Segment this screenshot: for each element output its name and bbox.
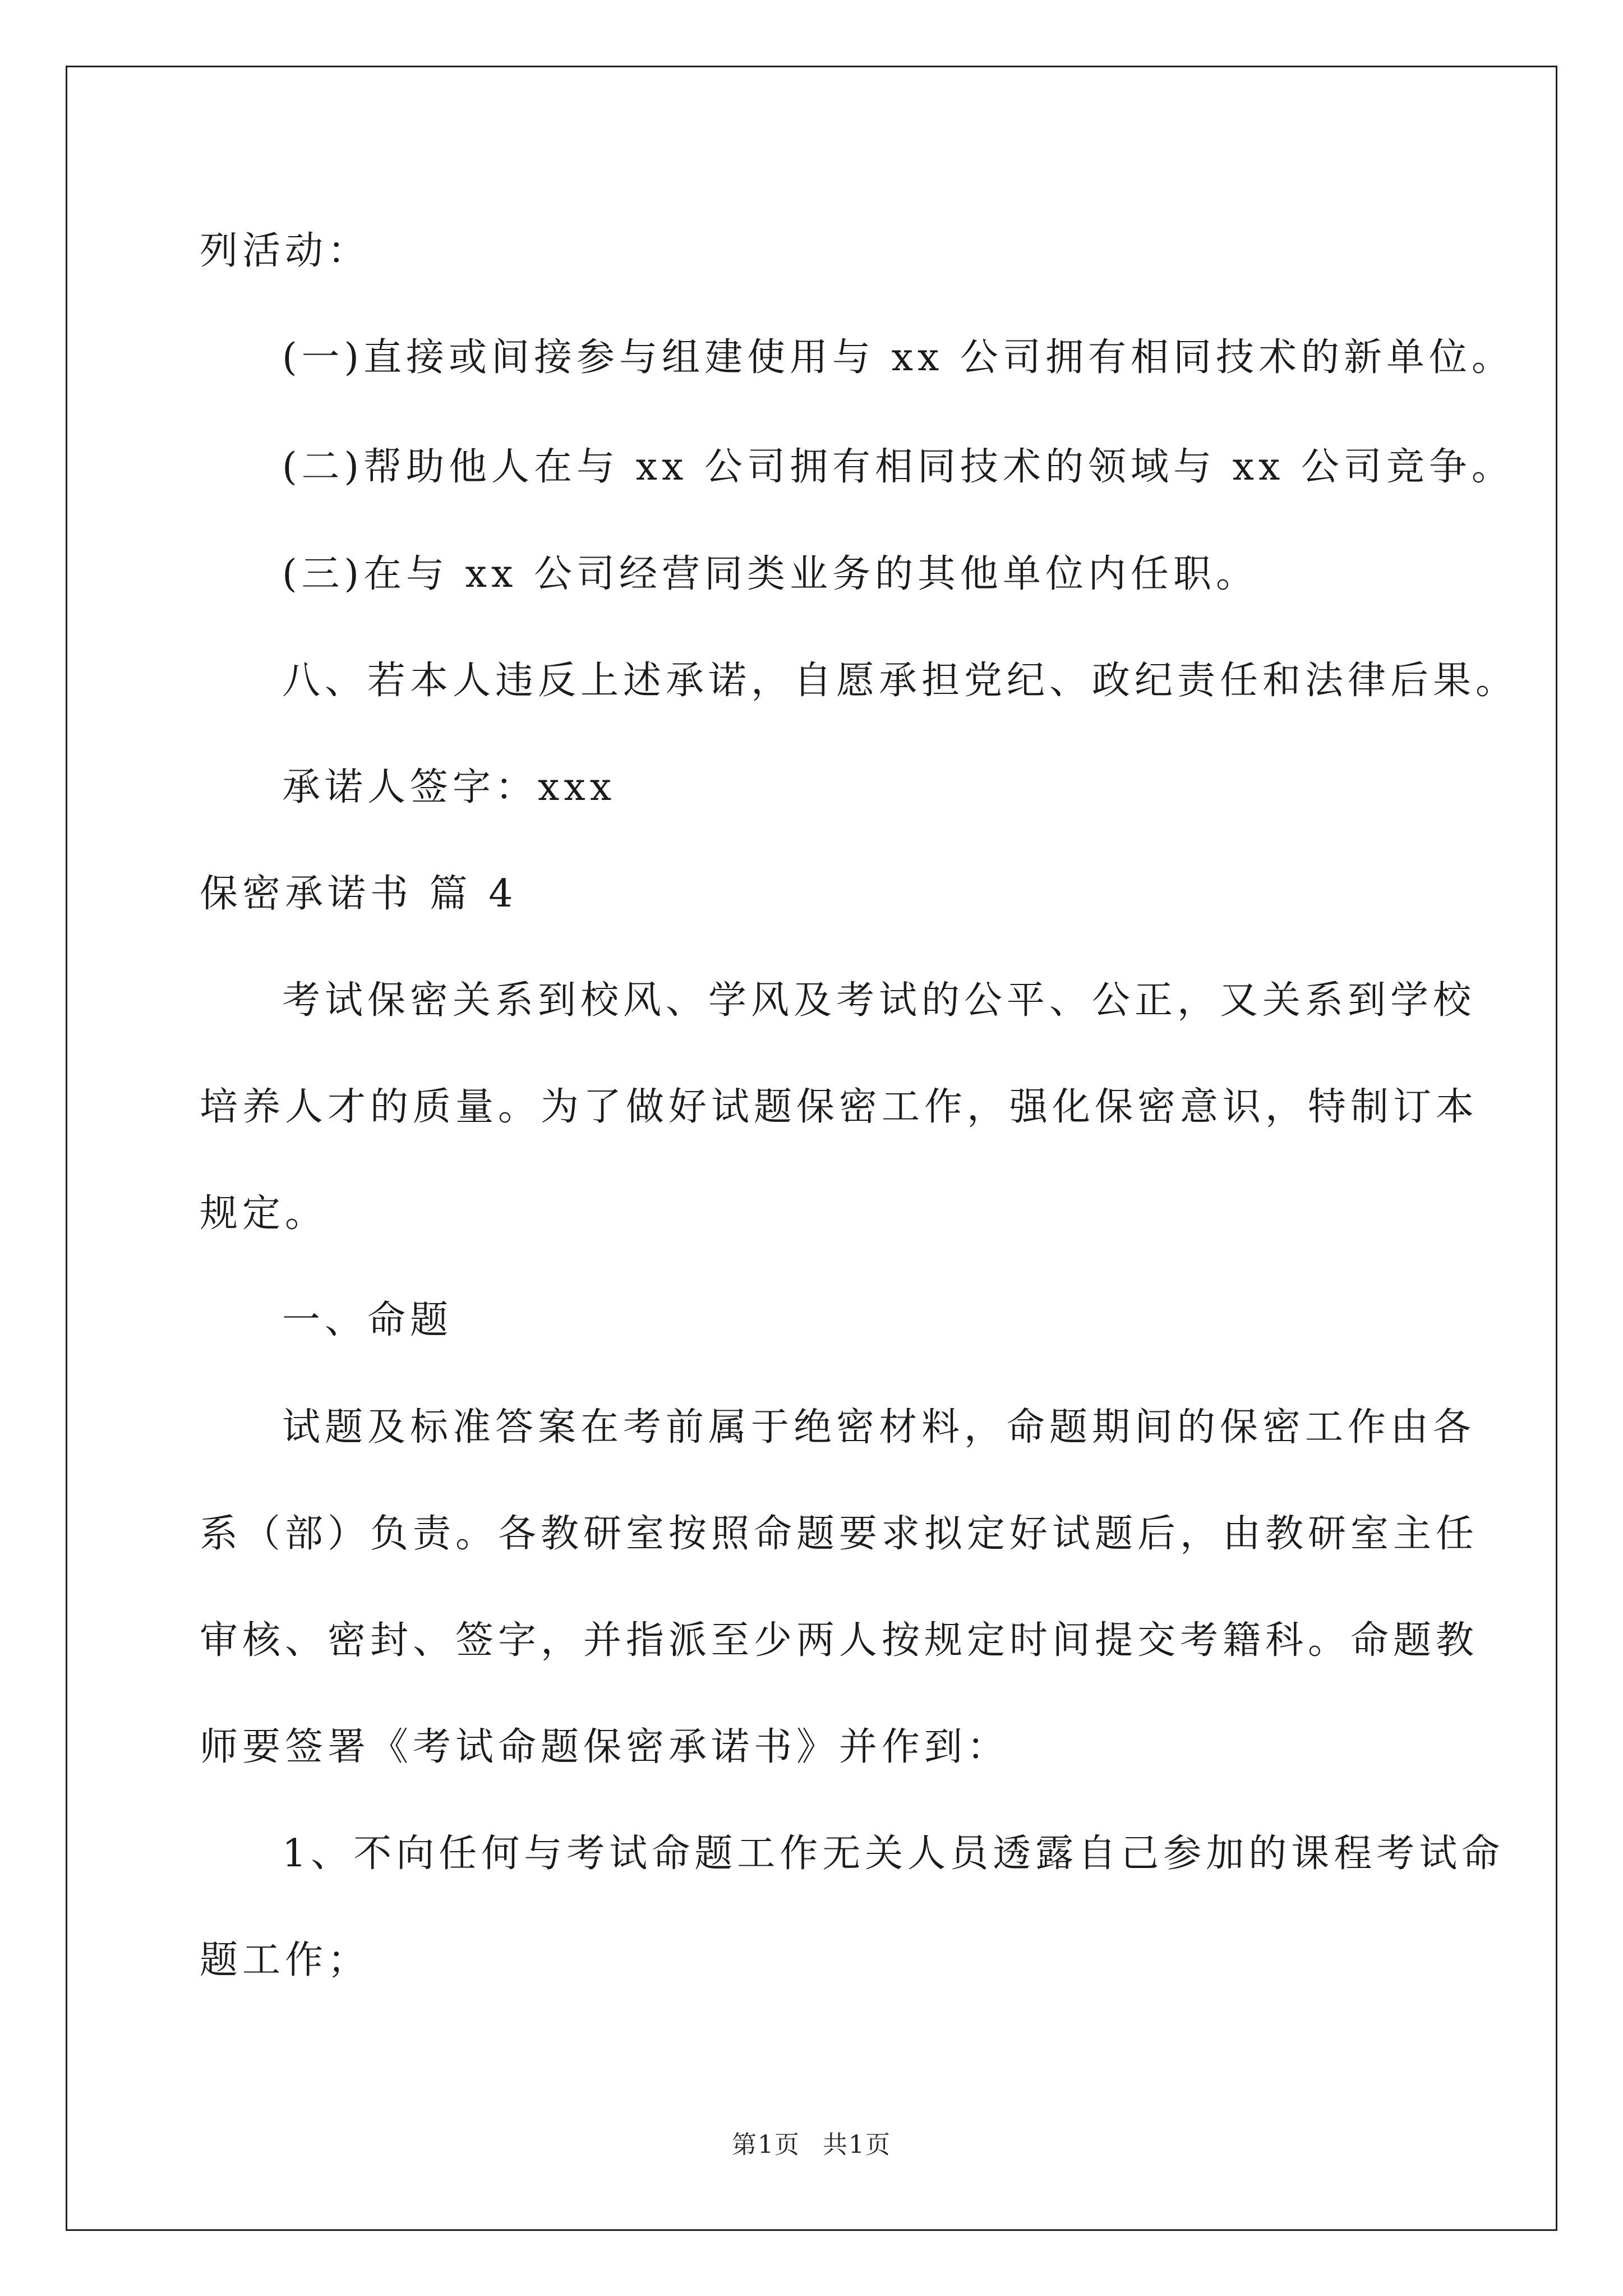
text-line: 试题及标准答案在考前属于绝密材料，命题期间的保密工作由各: [282, 1405, 1476, 1450]
subsection-heading: 一、命题: [282, 1298, 453, 1342]
page-total: 共1页: [823, 2131, 891, 2159]
text-line: 题工作；: [200, 1938, 371, 1982]
text-line: 1、不向任何与考试命题工作无关人员透露自己参加的课程考试命: [282, 1832, 1505, 1876]
text-line: (一)直接或间接参与组建使用与 xx 公司拥有相同技术的新单位。: [282, 335, 1514, 380]
section-heading: 保密承诺书 篇 4: [200, 872, 518, 916]
text-line: 系（部）负责。各教研室按照命题要求拟定好试题后，由教研室主任: [200, 1512, 1479, 1556]
text-line: 培养人才的质量。为了做好试题保密工作，强化保密意识，特制订本: [200, 1085, 1479, 1129]
text-line: 师要签署《考试命题保密承诺书》并作到：: [200, 1725, 1010, 1769]
text-line: 列活动：: [200, 229, 371, 273]
signature-line: 承诺人签字：xxx: [282, 765, 616, 809]
page-footer: [0, 2133, 1623, 2157]
text-line: 规定。: [200, 1191, 328, 1236]
page-number: 第1页: [732, 2131, 800, 2159]
text-line: 考试保密关系到校风、学风及考试的公平、公正，又关系到学校: [282, 978, 1476, 1023]
text-line: 审核、密封、签字，并指派至少两人按规定时间提交考籍科。命题教: [200, 1618, 1479, 1663]
text-line: (二)帮助他人在与 xx 公司拥有相同技术的领域与 xx 公司竞争。: [282, 445, 1514, 489]
text-line: 八、若本人违反上述承诺，自愿承担党纪、政纪责任和法律后果。: [282, 659, 1519, 703]
text-line: (三)在与 xx 公司经营同类业务的其他单位内任职。: [282, 552, 1258, 596]
page-border: [66, 66, 1557, 2231]
